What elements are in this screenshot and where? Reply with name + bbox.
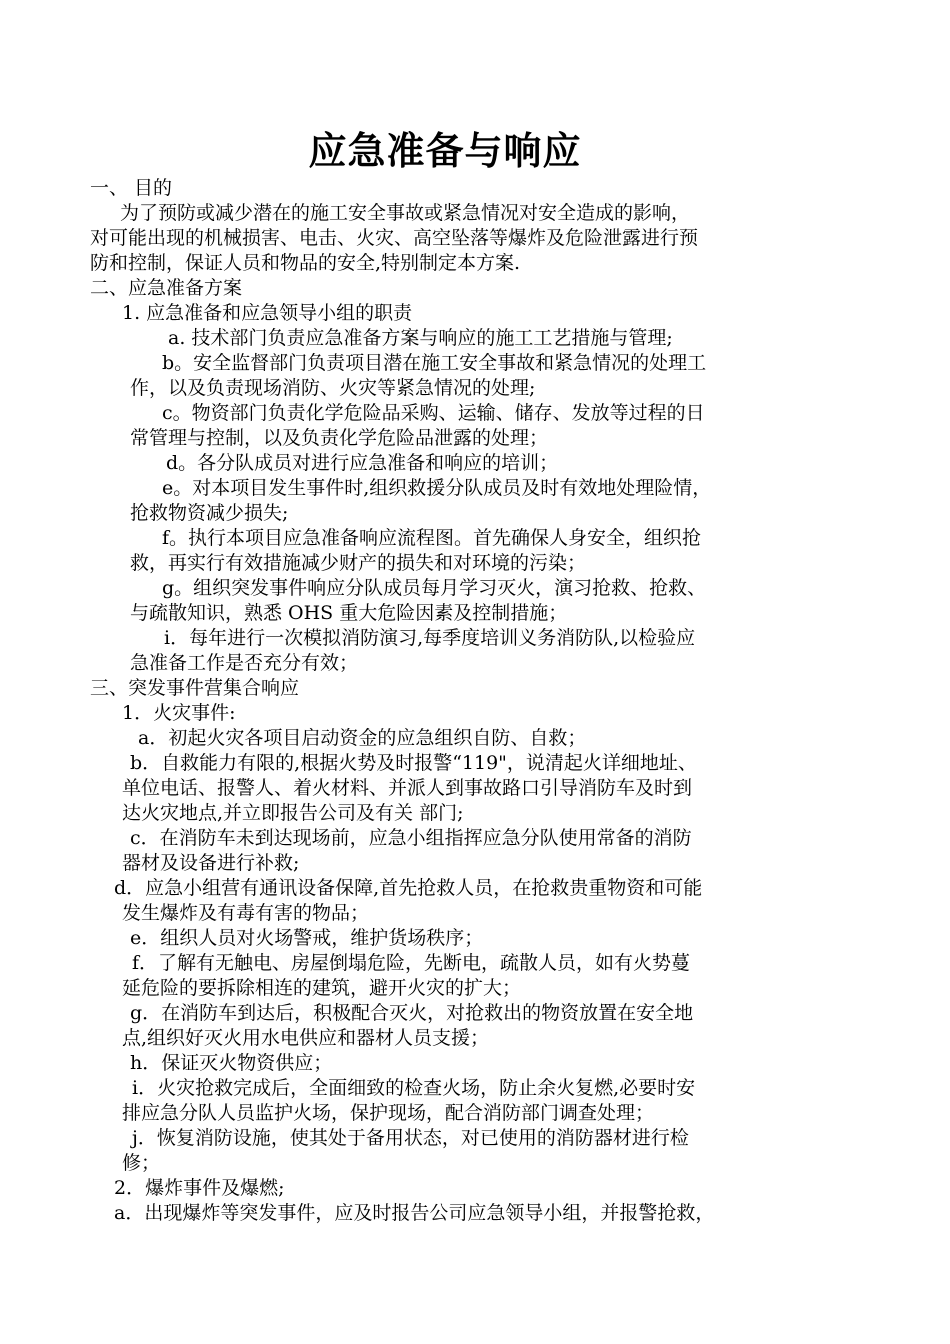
text-line: c。物资部门负责化学危险品采购、运输、储存、发放等过程的日	[162, 402, 705, 424]
text-line: 三、突发事件营集合响应	[90, 677, 300, 699]
text-line: i．每年进行一次模拟消防演习,每季度培训义务消防队,以检验应	[164, 627, 696, 649]
text-line: 器材及设备进行补救;	[122, 852, 300, 874]
text-line: 一、 目的	[90, 177, 173, 199]
text-line: 点,组织好灭火用水电供应和器材人员支援；	[122, 1027, 490, 1049]
text-line: g。组织突发事件响应分队成员每月学习灭火，演习抢救、抢救、	[162, 577, 707, 599]
text-line: e。对本项目发生事件时,组织救援分队成员及时有效地处理险情，	[162, 477, 712, 499]
text-line: b．自救能力有限的,根据火势及时报警“119"，说清起火详细地址、	[130, 752, 697, 774]
text-line: d．应急小组营有通讯设备保障,首先抢救人员，在抢救贵重物资和可能	[114, 877, 703, 899]
text-line: 排应急分队人员监护火场，保护现场，配合消防部门调查处理；	[122, 1102, 655, 1124]
text-line: g．在消防车到达后，积极配合灭火，对抢救出的物资放置在安全地	[130, 1002, 694, 1024]
text-line: 修；	[122, 1152, 161, 1174]
text-line: a．出现爆炸等突发事件，应及时报告公司应急领导小组，并报警抢救，	[114, 1202, 715, 1224]
text-line: f．了解有无触电、房屋倒塌危险，先断电，疏散人员，如有火势蔓	[132, 952, 691, 974]
text-line: i．火灾抢救完成后，全面细致的检查火场，防止余火复燃,必要时安	[132, 1077, 696, 1099]
text-line: 常管理与控制，以及负责化学危险品泄露的处理；	[130, 427, 549, 449]
text-line: 发生爆炸及有毒有害的物品；	[122, 902, 370, 924]
text-line: 1．火灾事件:	[122, 702, 236, 724]
text-line: e．组织人员对火场警戒，维护货场秩序；	[130, 927, 484, 949]
text-line: c．在消防车未到达现场前，应急小组指挥应急分队使用常备的消防	[130, 827, 692, 849]
text-line: 对可能出现的机械损害、电击、火灾、高空坠落等爆炸及危险泄露进行预	[90, 227, 699, 249]
text-line: 抢救物资减少损失;	[130, 502, 289, 524]
text-line: 单位电话、报警人、着火材料、并派人到事故路口引导消防车及时到	[122, 777, 693, 799]
text-line: 延危险的要拆除相连的建筑，避开火灾的扩大；	[122, 977, 522, 999]
text-line: h．保证灭火物资供应；	[130, 1052, 333, 1074]
text-line: 为了预防或减少潜在的施工安全事故或紧急情况对安全造成的影响，	[120, 202, 691, 224]
text-line: 防和控制，保证人员和物品的安全,特别制定本方案.	[90, 252, 521, 274]
text-line: a．初起火灾各项目启动资金的应急组织自防、自救；	[138, 727, 587, 749]
text-line: 与疏散知识，熟悉 OHS 重大危险因素及控制措施；	[130, 602, 568, 624]
text-line: 急准备工作是否充分有效；	[130, 652, 359, 674]
text-line: 二、应急准备方案	[90, 277, 243, 299]
text-line: 达火灾地点,并立即报告公司及有关 部门;	[122, 802, 464, 824]
text-line: f。执行本项目应急准备响应流程图。首先确保人身安全，组织抢	[162, 527, 702, 549]
text-line: d。各分队成员对进行应急准备和响应的培训；	[166, 452, 559, 474]
text-line: 2．爆炸事件及爆燃;	[114, 1177, 285, 1199]
text-line: b。安全监督部门负责项目潜在施工安全事故和紧急情况的处理工	[162, 352, 707, 374]
text-line: j．恢复消防设施，使其处于备用状态，对已使用的消防器材进行检	[132, 1127, 689, 1149]
text-line: 作，以及负责现场消防、火灾等紧急情况的处理;	[130, 377, 536, 399]
text-line: 救，再实行有效措施减少财产的损失和对环境的污染；	[130, 552, 587, 574]
document-title: 应急准备与响应	[308, 129, 582, 173]
text-line: a. 技术部门负责应急准备方案与响应的施工工艺措施与管理;	[168, 327, 673, 349]
text-line: 1. 应急准备和应急领导小组的职责	[122, 302, 413, 324]
